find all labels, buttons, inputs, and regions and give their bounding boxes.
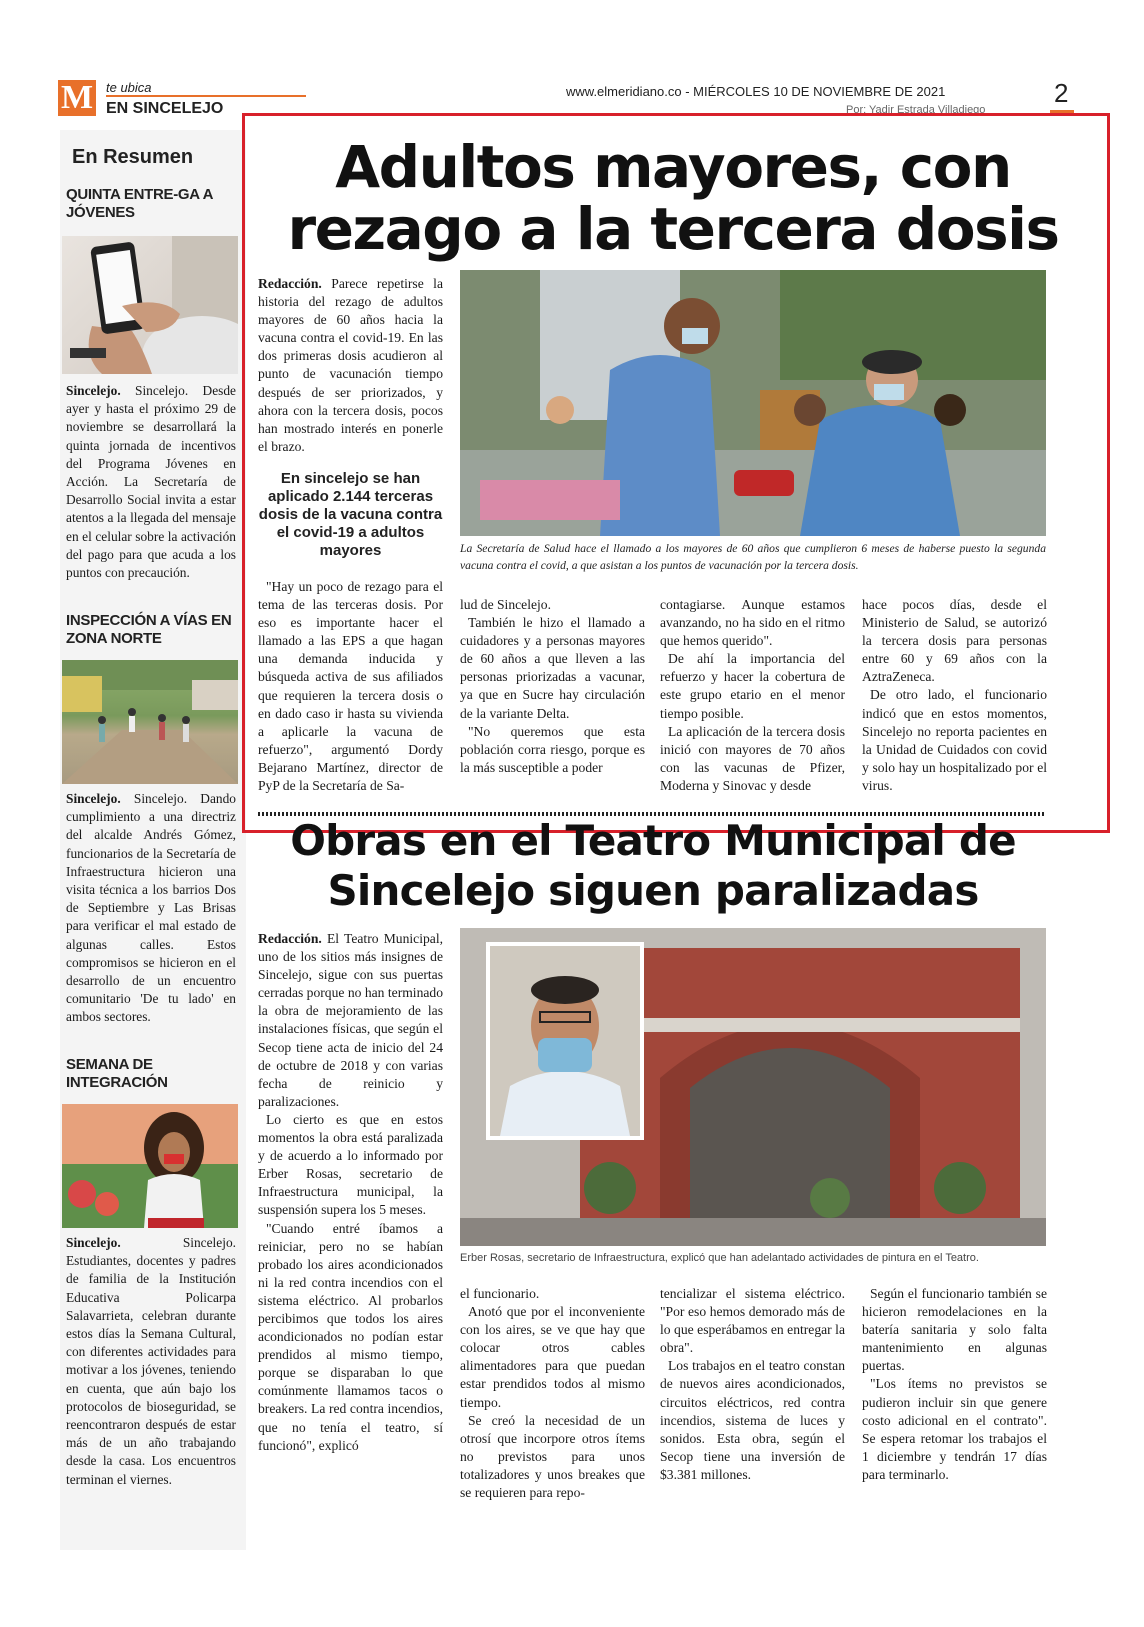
street-illustration	[62, 660, 238, 784]
student-photo	[62, 1104, 238, 1228]
paragraph: tencializar el sistema eléctrico. "Por eso hemos demorado más de lo que esperábamos en entregar la obra".	[660, 1286, 845, 1356]
paragraph: Anotó que por el inconveniente con los aires, se ve que hay que colocar otros cables alimentadores para que puedan estar prendidos todos al mismo tiempo.	[460, 1304, 645, 1410]
vaccination-photo	[460, 270, 1046, 536]
dateline: www.elmeridiano.co - MIÉRCOLES 10 DE NOVIEMBRE DE 2021	[566, 84, 946, 99]
sidebar-text-2: Sincelejo. Sincelejo. Dando cumplimiento a una directriz del alcalde Andrés Gómez, funcionarios de la Secretaría de Infraestructura hicieron una visita técnica a los barrios Dos de Septiembre y Las Brisas para verificar el mal estado de algunas calles. Estos compromisos se hicieron en el desarrollo de un encuentro comunitario 'De tu lado' en ambos sectores.	[66, 791, 236, 1025]
paragraph: De ahí la importancia del refuerzo y hacer la cobertura de este grupo etario en el menor tiempo posible.	[660, 651, 845, 721]
paragraph: contagiarse. Aunque estamos avanzando, no ha sido en el ritmo que hemos querido".	[660, 597, 845, 649]
paragraph: Los trabajos en el teatro constan de nuevos aires acondicionados, circuitos eléctricos, red contra incendios, sistema de luces y sonidos. Esta obra, según el Secop tiene una inversión de $3.381 millones.	[660, 1358, 845, 1482]
paragraph: "No queremos que esta población corra riesgo, porque es la más susceptible a poder	[460, 723, 645, 775]
paragraph: "Hay un poco de rezago para el tema de las terceras dosis. Por eso es importante hacer el llamado a las EPS a que hagan una demanda inducida y búsqueda activa de sus afiliados que requieren la tercera dosis o en dado caso ir hasta su vivienda a aplicarle la vacuna de refuerzo", argumentó Dordy Bejarano Martínez, director de PyP de la Secretaría de Sa-	[258, 579, 443, 794]
article1-pull-quote: En sincelejo se han aplicado 2.144 terceras dosis de la vacuna contra el covid-19 a adultos mayores	[258, 470, 443, 559]
article1-column-1	[258, 578, 443, 795]
paragraph: lud de Sincelejo.	[460, 597, 551, 612]
article1-column-4	[862, 596, 1047, 795]
paragraph: hace pocos días, desde el Ministerio de Salud, se autorizó la tercera dosis para personas entre 60 y 69 años con la AztraZeneca.	[862, 597, 1047, 685]
headline-teatro-municipal: Obras en el Teatro Municipal de Sincelejo siguen paralizadas	[290, 816, 1016, 915]
sidebar-heading-1: QUINTA ENTRE-GA A JÓVENES	[66, 186, 213, 221]
student-illustration	[62, 1104, 238, 1228]
article1-column-2	[460, 596, 645, 777]
vaccination-photo-caption: La Secretaría de Salud hace el llamado a los mayores de 60 años que cumplieron 6 meses de haberse puesto la segunda vacuna contra el covid, a que asistan a los puntos de vacunación por la tercera dosis.	[460, 542, 1046, 572]
meridiano-logo: M	[58, 80, 96, 116]
headline-adultos-mayores: Adultos mayores, con rezago a la tercera dosis	[287, 133, 1059, 263]
article2-column-2	[460, 1285, 645, 1502]
phone-illustration	[62, 236, 238, 374]
header-rule	[106, 95, 306, 97]
sidebar-heading-3: SEMANA DE INTEGRACIÓN	[66, 1056, 168, 1091]
article2-column-3	[660, 1285, 845, 1484]
paragraph: "Cuando entré íbamos a reiniciar, pero no se habían probado los aires acondicionados ni la red contra incendios con el sistema eléctrico. Al probarlos percibimos que todos los aires acondicionados no podían estar prendidos al mismo tiempo, porque se disparaban lo que comúnmente llamamos tacos o breakers. La red contra incendios, que no tenía el teatro, sí funcionó", explicó	[258, 1220, 443, 1453]
paragraph: el funcionario.	[460, 1286, 540, 1301]
paragraph: También le hizo el llamado a cuidadores y a personas mayores de 60 años a que lleven a las personas priorizadas a vacunar, ya que en Sucre hay circulación de la variante Delta.	[460, 615, 645, 721]
sidebar-text-1: Sincelejo. Sincelejo. Desde ayer y hasta el próximo 29 de noviembre se desarrollará la quinta jornada de incentivos del Programa Jóvenes en Acción. La Secretaría de Desarrollo Social invita a estar atentos a la llegada del mensaje en el celular sobre la activación del pago para que acuda a los puntos con precaución.	[66, 383, 236, 581]
phone-photo	[62, 236, 238, 374]
section-kicker: te ubica	[106, 80, 152, 95]
paragraph: Según el funcionario también se hicieron remodelaciones en la batería sanitaria y solo falta mantenimiento en algunas puertas.	[862, 1286, 1047, 1374]
paragraph: Se creó la necesidad de un otrosí que incorpore otros ítems no previstos para unos totalizadores y unos breakes que se requieren para repo-	[460, 1412, 645, 1501]
article1-column-3	[660, 596, 845, 795]
paragraph: "Los ítems no previstos se pudieron incluir sin que genere costo adicional en el contrato". Se espera retomar los trabajos el 1 diciembre y tendrán 17 días para terminarlo.	[862, 1376, 1047, 1482]
article2-column-4	[862, 1285, 1047, 1484]
vaccination-illustration	[460, 270, 1046, 536]
byline: Por: Yadir Estrada Villadiego	[846, 104, 986, 116]
street-photo	[62, 660, 238, 784]
portrait-illustration	[490, 946, 640, 1136]
sidebar-title: En Resumen	[72, 146, 194, 168]
paragraph: Lo cierto es que en estos momentos la obra está paralizada y de acuerdo a lo informado por Erber Rosas, secretario de Infraestructura municipal, la suspensión supera los 5 meses.	[258, 1111, 443, 1218]
sidebar-heading-2: INSPECCIÓN A VÍAS EN ZONA NORTE	[66, 612, 232, 647]
sidebar-text-3: Sincelejo. Sincelejo. Estudiantes, docentes y padres de familia de la Institución Educativa Policarpa Salavarrieta, celebran durante estos días la Semana Cultural, con diferentes actividades para motivar a los jóvenes, teniendo en cuenta, que aún bajo los protocolos de bioseguridad, se reencontraron después de estar más de un año trabajando desde la casa. Los encuentros terminan el viernes.	[66, 1235, 236, 1487]
section-name: EN SINCELEJO	[106, 100, 224, 117]
paragraph: Redacción. El Teatro Municipal, uno de los sitios más insignes de Sincelejo, sigue con sus puertas cerradas porque no han terminado la obra de mejoramiento de las instalaciones físicas, que según el Secop tiene acta de inicio del 24 de octubre de 2018 y con varias fecha de reinicio y paralizaciones.	[258, 931, 443, 1109]
paragraph: De otro lado, el funcionario indicó que en estos momentos, Sincelejo no reporta pacientes en la Unidad de Cuidados con covid y solo hay un hospitalizado por el virus.	[862, 687, 1047, 793]
article1-lead: Redacción. Parece repetirse la historia del rezago de adultos mayores de 60 años hacia la vacuna contra el covid-19. En las dos primeras dosis acudieron al punto de vacunación tiempo después de ser priorizados, y ahora con la tercera dosis, pocos han mostrado interés en ponerle el brazo.	[258, 276, 443, 454]
erber-rosas-portrait	[486, 942, 644, 1140]
article2-column-1	[258, 930, 443, 1455]
paragraph: La aplicación de la tercera dosis inició con mayores de 70 años con las vacunas de Pfizer, Moderna y Sinovac y desde	[660, 723, 845, 793]
page-number: 2	[1054, 78, 1069, 108]
theater-photo-caption: Erber Rosas, secretario de Infraestructura, explicó que han adelantado actividades de pintura en el Teatro.	[460, 1252, 979, 1264]
